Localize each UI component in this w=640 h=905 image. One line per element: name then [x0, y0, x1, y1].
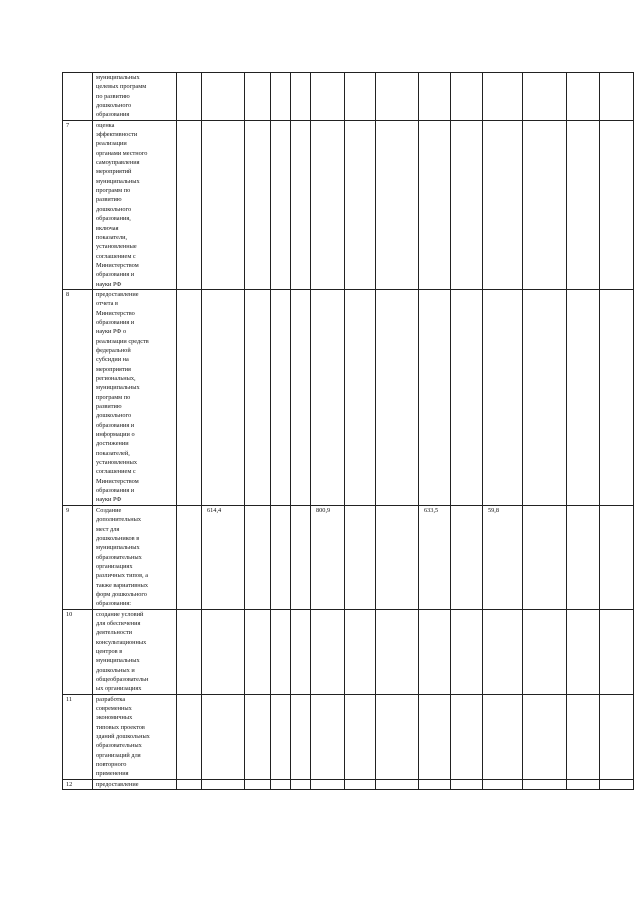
value-cell: [202, 609, 245, 694]
description-line: науки РФ о: [96, 328, 127, 336]
description-line: центров в: [96, 647, 123, 655]
value-cell: [177, 694, 202, 779]
table-row: [63, 505, 634, 609]
row-description-cell: [93, 779, 177, 789]
value-cell: [311, 779, 345, 789]
value-cell: [202, 73, 245, 121]
description-line: применения: [96, 770, 129, 778]
value-cell: [202, 120, 245, 289]
description-line: предоставление: [96, 290, 139, 298]
description-line: создание условий: [96, 610, 144, 618]
description-line: различных типов, а: [96, 572, 148, 580]
value-cell: [567, 505, 600, 609]
description-line: самоуправления: [96, 159, 140, 167]
row-description-cell: [93, 73, 177, 121]
description-line: предоставление: [96, 780, 139, 788]
row-description-cell: [93, 289, 177, 505]
description-line: зданий дошкольных: [96, 733, 150, 741]
value-cell: [451, 505, 483, 609]
value-cell: [376, 289, 419, 505]
description-line: образования и: [96, 318, 135, 326]
description-line: достижении: [96, 440, 129, 448]
description-line: образования и: [96, 487, 135, 495]
value-cell: [451, 779, 483, 789]
value-cell: [271, 609, 291, 694]
value-cell: [345, 120, 376, 289]
description-line: образовательных: [96, 742, 142, 750]
description-line: информации о: [96, 431, 135, 439]
value-cell: [311, 73, 345, 121]
description-line: науки РФ: [96, 280, 122, 288]
description-line: по развитию: [96, 92, 130, 100]
value-cell: [291, 289, 311, 505]
value-cell: [451, 694, 483, 779]
value-cell: [600, 609, 634, 694]
value-cell: [177, 73, 202, 121]
description-line: федеральной: [96, 346, 131, 354]
value-cell: [483, 73, 523, 121]
description-line: оценка: [96, 121, 115, 129]
value-cell: [345, 694, 376, 779]
table-row: [63, 609, 634, 694]
row-number-cell: 12: [63, 779, 93, 789]
description-line: реализации: [96, 140, 127, 148]
table-row: [63, 289, 634, 505]
description-line: разработка: [96, 695, 126, 703]
row-number-cell: 9: [63, 505, 93, 609]
description-line: Министерством: [96, 261, 139, 269]
value-cell: [291, 779, 311, 789]
description-line: мест для: [96, 525, 120, 533]
value-cell: [451, 120, 483, 289]
value-cell: [177, 505, 202, 609]
value-cell: [245, 73, 271, 121]
description-line: отчета в: [96, 300, 118, 308]
value-cell: [419, 609, 451, 694]
value-cell: [600, 73, 634, 121]
value-cell: [483, 120, 523, 289]
value-cell: [291, 694, 311, 779]
description-line: дошкольных и: [96, 666, 135, 674]
value-cell: [451, 73, 483, 121]
description-line: установленных: [96, 459, 138, 467]
value-cell: 800,9: [311, 505, 345, 609]
value-cell: [271, 779, 291, 789]
value-cell: [483, 694, 523, 779]
value-cell: [376, 609, 419, 694]
description-line: Министерство: [96, 309, 135, 317]
value-cell: [245, 289, 271, 505]
value-cell: [271, 694, 291, 779]
description-line: образовательных: [96, 553, 142, 561]
description-line: Создание: [96, 506, 122, 514]
row-description-cell: [93, 609, 177, 694]
description-line: показателей,: [96, 449, 130, 457]
description-line: целевых программ: [96, 83, 147, 91]
value-cell: [376, 694, 419, 779]
table-row: [63, 694, 634, 779]
value-cell: [177, 120, 202, 289]
description-line: организаций для: [96, 751, 141, 759]
value-cell: [419, 694, 451, 779]
description-line: Министерством: [96, 477, 139, 485]
value-cell: [523, 289, 567, 505]
description-line: включая: [96, 224, 119, 232]
value-cell: [567, 73, 600, 121]
description-line: субсидии на: [96, 356, 129, 364]
row-number-cell: [63, 73, 93, 121]
value-cell: [523, 609, 567, 694]
description-line: программ по: [96, 393, 131, 401]
value-cell: [523, 120, 567, 289]
description-line: муниципальных: [96, 74, 140, 81]
description-line: общеобразовательн: [96, 676, 149, 683]
value-cell: [600, 779, 634, 789]
description-line: типовых проектов: [96, 723, 145, 731]
description-line: соглашением с: [96, 468, 136, 476]
table-row: [63, 779, 634, 789]
budget-table: [62, 72, 634, 790]
value-cell: [245, 120, 271, 289]
description-line: мероприятия: [96, 365, 131, 373]
description-line: деятельности: [96, 629, 133, 637]
value-cell: [202, 289, 245, 505]
row-description-cell: [93, 120, 177, 289]
row-number-cell: 7: [63, 120, 93, 289]
description-line: экономичных: [96, 714, 133, 722]
description-line: консультационных: [96, 638, 147, 646]
description-line: дошкольного: [96, 412, 132, 420]
value-cell: [291, 609, 311, 694]
description-line: дошкольников в: [96, 534, 140, 542]
value-cell: [245, 694, 271, 779]
description-line: дошкольного: [96, 205, 132, 213]
value-cell: [567, 120, 600, 289]
description-line: науки РФ: [96, 496, 122, 504]
value-cell: [419, 73, 451, 121]
value-cell: 614,4: [202, 505, 245, 609]
description-line: форм дошкольного: [96, 590, 147, 598]
description-line: эффективности: [96, 131, 138, 139]
value-cell: [600, 120, 634, 289]
value-cell: [345, 289, 376, 505]
value-cell: 59,8: [483, 505, 523, 609]
description-line: образования:: [96, 600, 131, 608]
description-line: показатели,: [96, 233, 128, 241]
value-cell: [291, 505, 311, 609]
row-number-cell: 8: [63, 289, 93, 505]
value-cell: [483, 289, 523, 505]
value-cell: [311, 289, 345, 505]
value-cell: [376, 779, 419, 789]
value-cell: [177, 609, 202, 694]
value-cell: [419, 779, 451, 789]
value-cell: [311, 694, 345, 779]
value-cell: [483, 609, 523, 694]
value-cell: [523, 779, 567, 789]
value-cell: [523, 505, 567, 609]
value-cell: [345, 609, 376, 694]
description-line: для обеспечения: [96, 619, 141, 627]
table-row: [63, 73, 634, 121]
description-line: установленные: [96, 243, 137, 251]
description-line: образования и: [96, 271, 135, 279]
value-cell: 633,5: [419, 505, 451, 609]
description-line: развитию: [96, 196, 122, 204]
description-line: развитию: [96, 403, 122, 411]
description-line: муниципальных: [96, 177, 140, 185]
description-line: повторного: [96, 761, 127, 769]
value-cell: [202, 779, 245, 789]
value-cell: [345, 505, 376, 609]
description-line: образования: [96, 111, 130, 119]
description-line: реализации средств: [96, 337, 149, 345]
value-cell: [311, 609, 345, 694]
value-cell: [245, 505, 271, 609]
description-line: современных: [96, 705, 132, 713]
value-cell: [291, 120, 311, 289]
value-cell: [567, 609, 600, 694]
value-cell: [600, 505, 634, 609]
value-cell: [177, 779, 202, 789]
value-cell: [291, 73, 311, 121]
value-cell: [311, 120, 345, 289]
row-number-cell: 10: [63, 609, 93, 694]
value-cell: [202, 694, 245, 779]
value-cell: [600, 694, 634, 779]
description-line: муниципальных: [96, 384, 140, 392]
description-line: региональных,: [96, 375, 136, 382]
value-cell: [271, 120, 291, 289]
value-cell: [451, 289, 483, 505]
description-line: организациях: [96, 562, 133, 570]
value-cell: [567, 694, 600, 779]
row-number-cell: 11: [63, 694, 93, 779]
value-cell: [376, 505, 419, 609]
description-line: дополнительных: [96, 516, 141, 524]
row-description-cell: [93, 505, 177, 609]
table-row: [63, 120, 634, 289]
value-cell: [177, 289, 202, 505]
description-line: программ по: [96, 187, 131, 195]
description-line: мероприятий: [96, 168, 132, 176]
value-cell: [345, 73, 376, 121]
value-cell: [271, 73, 291, 121]
table-body: [63, 73, 634, 790]
description-line: муниципальных: [96, 657, 140, 665]
value-cell: [376, 73, 419, 121]
value-cell: [523, 694, 567, 779]
description-line: образования и: [96, 421, 135, 429]
description-line: соглашением с: [96, 252, 136, 260]
row-description-cell: [93, 694, 177, 779]
value-cell: [245, 779, 271, 789]
description-line: дошкольного: [96, 102, 132, 110]
value-cell: [451, 609, 483, 694]
value-cell: [567, 779, 600, 789]
description-line: образования,: [96, 215, 131, 223]
value-cell: [271, 505, 291, 609]
value-cell: [376, 120, 419, 289]
description-line: муниципальных: [96, 544, 140, 552]
value-cell: [567, 289, 600, 505]
value-cell: [600, 289, 634, 505]
description-line: ых организациях: [96, 685, 142, 693]
value-cell: [419, 289, 451, 505]
value-cell: [271, 289, 291, 505]
description-line: также вариативных: [96, 581, 148, 589]
value-cell: [345, 779, 376, 789]
value-cell: [245, 609, 271, 694]
value-cell: [523, 73, 567, 121]
description-line: органами местного: [96, 149, 148, 157]
value-cell: [419, 120, 451, 289]
value-cell: [483, 779, 523, 789]
